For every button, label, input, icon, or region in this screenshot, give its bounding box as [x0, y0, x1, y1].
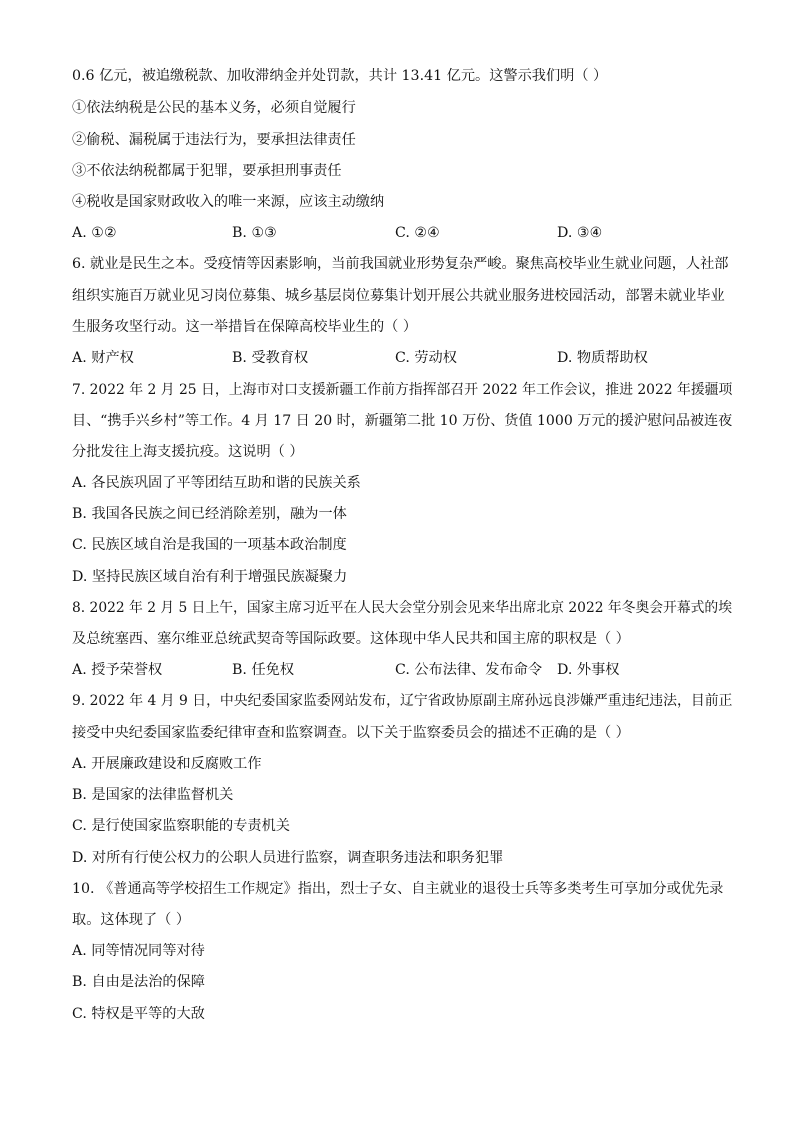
q5-statement-4: ④税收是国家财政收入的唯一来源，应该主动缴纳 [72, 194, 385, 210]
q9-option-c: C. 是行使国家监察职能的专责机关 [72, 818, 290, 834]
q10-option-c: C. 特权是平等的大敌 [72, 1006, 205, 1022]
q5-statement-1: ①依法纳税是公民的基本义务，必须自觉履行 [72, 100, 356, 116]
q9-option-a: A. 开展廉政建设和反腐败工作 [72, 756, 262, 772]
q8-option-c: C. 公布法律、发布命令 [395, 662, 543, 678]
q5-option-b: B. ①③ [232, 225, 277, 241]
q5-statement-2: ②偷税、漏税属于违法行为，要承担法律责任 [72, 132, 356, 148]
q9-option-b: B. 是国家的法律监督机关 [72, 787, 234, 803]
q9-stem-line-1: 9. 2022 年 4 月 9 日，中央纪委国家监委网站发布，辽宁省政协原副主席孙远良涉嫌严重违纪违法，目前正 [72, 693, 733, 709]
q5-stem: 0.6 亿元，被追缴税款、加收滞纳金并处罚款，共计 13.41 亿元。这警示我们明（ ） [72, 68, 608, 84]
q6-option-a: A. 财产权 [72, 350, 134, 366]
q5-statement-3: ③不依法纳税都属于犯罪，要承担刑事责任 [72, 163, 342, 179]
q8-stem-line-1: 8. 2022 年 2 月 5 日上午，国家主席习近平在人民大会堂分别会见来华出席北京 2022 年冬奥会开幕式的埃 [72, 600, 733, 616]
q10-option-a: A. 同等情况同等对待 [72, 943, 205, 959]
q6-option-b: B. 受教育权 [232, 350, 309, 366]
q6-stem-line-1: 6. 就业是民生之本。受疫情等因素影响，当前我国就业形势复杂严峻。聚焦高校毕业生就业问题，人社部 [72, 256, 729, 272]
q7-option-d: D. 坚持民族区域自治有利于增强民族凝聚力 [72, 569, 348, 585]
q6-option-c: C. 劳动权 [395, 350, 457, 366]
q7-option-a: A. 各民族巩固了平等团结互助和谐的民族关系 [72, 475, 361, 491]
q10-stem-line-2: 取。这体现了（ ） [72, 912, 191, 928]
q8-option-a: A. 授予荣誉权 [72, 662, 163, 678]
q8-option-d: D. 外事权 [557, 662, 620, 678]
q7-option-b: B. 我国各民族之间已经消除差别，融为一体 [72, 506, 347, 522]
q5-option-d: D. ③④ [557, 225, 603, 241]
q7-option-c: C. 民族区域自治是我国的一项基本政治制度 [72, 537, 347, 553]
q8-option-b: B. 任免权 [232, 662, 295, 678]
q9-stem-line-2: 接受中央纪委国家监委纪律审查和监察调查。以下关于监察委员会的描述不正确的是（ ） [72, 725, 630, 741]
q7-stem-line-3: 分批发往上海支援抗疫。这说明（ ） [72, 444, 304, 460]
q8-stem-line-2: 及总统塞西、塞尔维亚总统武契奇等国际政要。这体现中华人民共和国主席的职权是（ ） [72, 631, 630, 647]
q6-stem-line-3: 生服务攻坚行动。这一举措旨在保障高校毕业生的（ ） [72, 319, 418, 335]
q7-stem-line-1: 7. 2022 年 2 月 25 日，上海市对口支援新疆工作前方指挥部召开 2022 年工作会议，推进 2022 年援疆项 [72, 382, 733, 398]
q10-option-b: B. 自由是法治的保障 [72, 974, 205, 990]
q5-option-a: A. ①② [72, 225, 117, 241]
q6-stem-line-2: 组织实施百万就业见习岗位募集、城乡基层岗位募集计划开展公共就业服务进校园活动，部署未就业毕业 [72, 288, 725, 304]
q7-stem-line-2: 目、“携手兴乡村”等工作。4 月 17 日 20 时，新疆第二批 10 万份、货值 1000 万元的援沪慰问品被连夜 [72, 413, 733, 429]
q5-option-c: C. ②④ [395, 225, 440, 241]
q10-stem-line-1: 10. 《普通高等学校招生工作规定》指出，烈士子女、自主就业的退役士兵等多类考生可享加分或优先录 [72, 881, 724, 897]
q9-option-d: D. 对所有行使公权力的公职人员进行监察，调查职务违法和职务犯罪 [72, 850, 504, 866]
q6-option-d: D. 物质帮助权 [557, 350, 648, 366]
